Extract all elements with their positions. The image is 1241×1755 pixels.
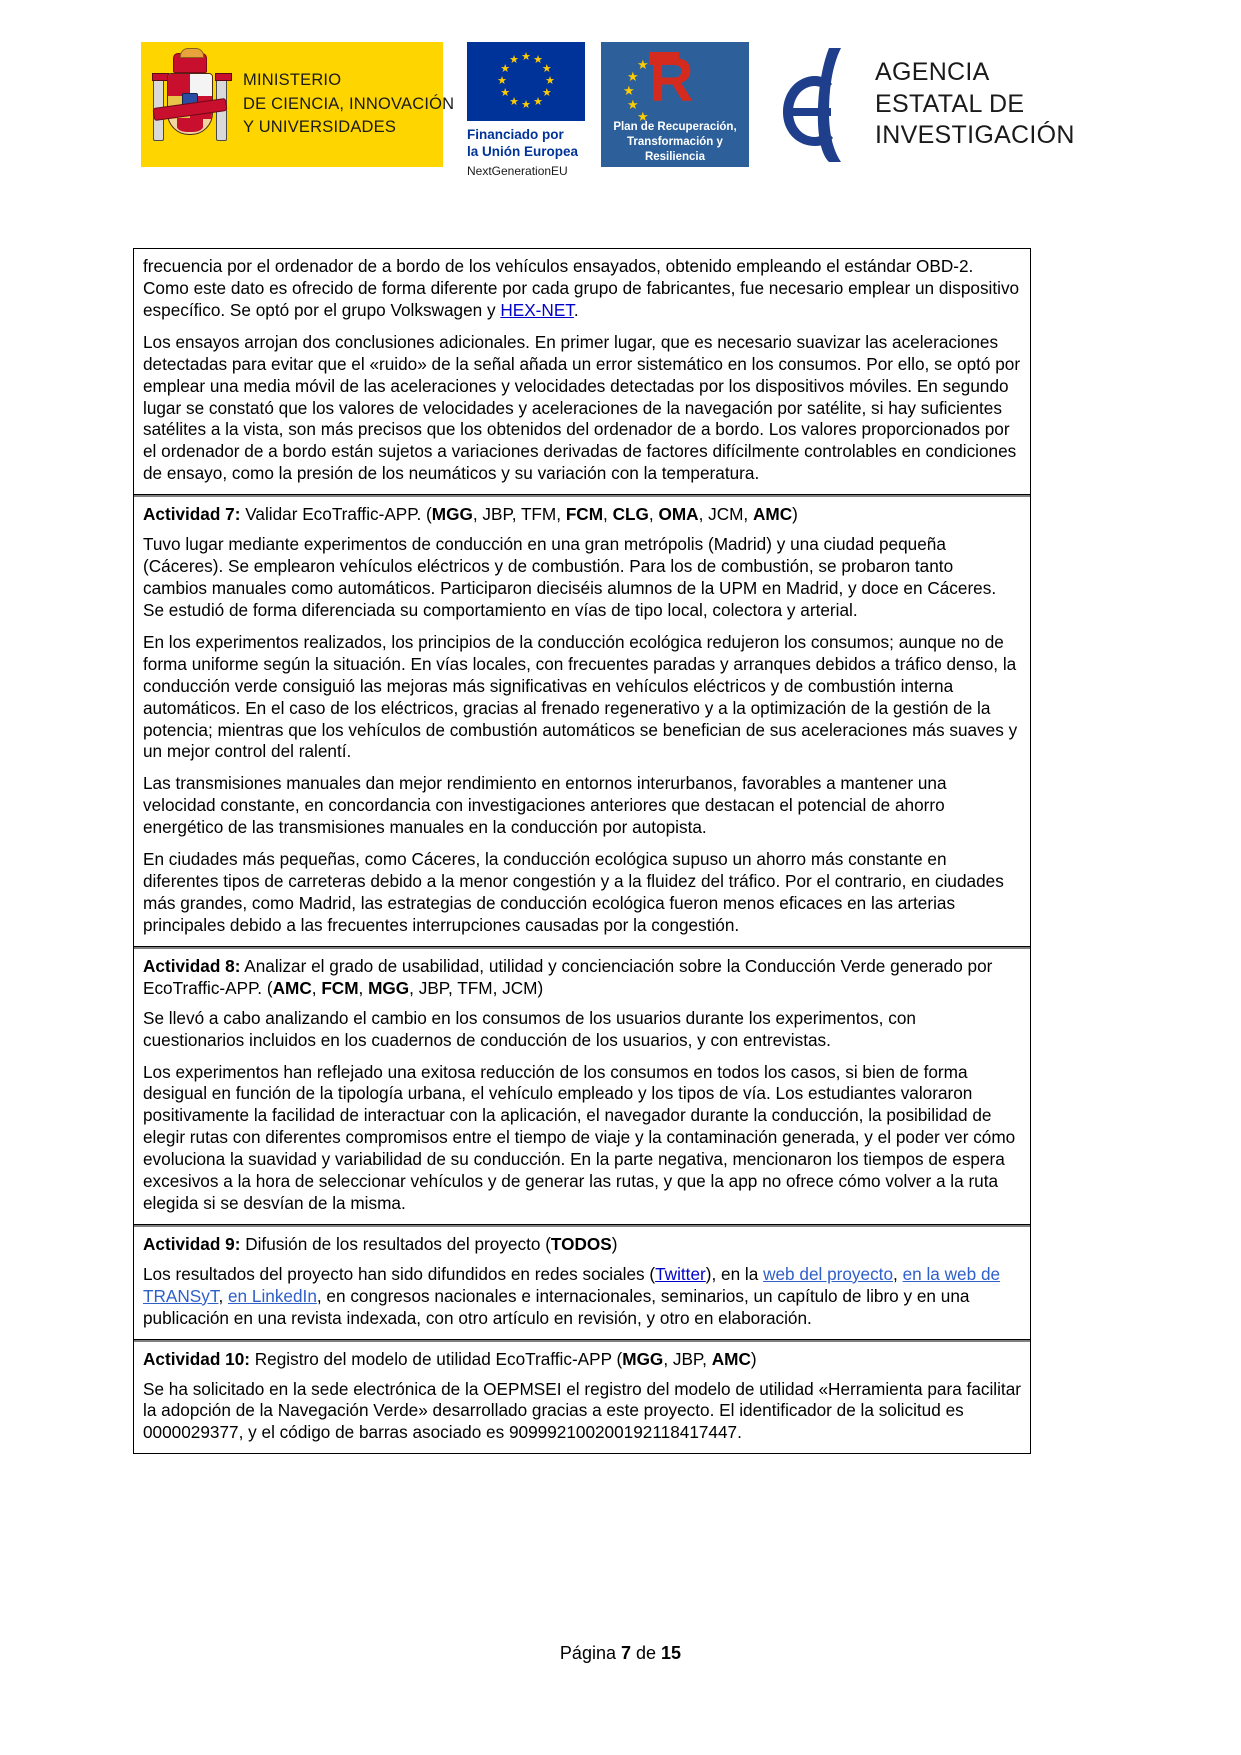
author-separator: , JBP, TFM, xyxy=(472,504,566,525)
plan-recuperacion-logo xyxy=(601,42,749,167)
author-separator: , JBP, xyxy=(663,1348,712,1369)
web-del-proyecto-link[interactable]: web del proyecto xyxy=(763,1263,894,1284)
actividad-8-label: Actividad 8: xyxy=(143,955,241,976)
actividad-10-authors xyxy=(622,1349,751,1369)
footer-total-pages: 15 xyxy=(661,1643,682,1663)
author-separator: , xyxy=(358,977,369,998)
author-initials: AMC xyxy=(711,1348,751,1369)
plan-line-1: Plan de Recuperación, xyxy=(613,121,737,133)
actividad-7-heading xyxy=(143,504,1021,526)
eu-star-icon: ★ xyxy=(533,95,543,108)
continuation-p1-text: frecuencia por el ordenador de a bordo de los vehículos ensayados, obtenido empleando el estándar OBD-2. Como este dato es ofrecido de forma diferente por cada grupo de fabricantes, fue necesario emplear un dispositivo específico. Se optó por el grupo Volkswagen y xyxy=(143,256,1020,320)
eu-star-icon: ★ xyxy=(541,87,552,99)
eu-star-icon: ★ xyxy=(509,54,519,67)
continuation-cell xyxy=(134,249,1030,495)
actividad-10-paragraph-1: Se ha solicitado en la sede electrónica de la OEPMSEI el registro del modelo de utilidad «Herramienta para facilitar la adopción de la Navegación Verde» desarrollado gracias a este proyecto. El identificador de la solicitud es 0000029377, y el código de barras asociado es 909992100200192118417447. xyxy=(143,1378,1021,1443)
eu-star-icon: ★ xyxy=(541,63,552,75)
actividad-10-title-end: ) xyxy=(750,1348,757,1369)
author-initials: FCM xyxy=(565,504,604,525)
actividad-9-label: Actividad 9: xyxy=(143,1233,241,1254)
author-initials: AMC xyxy=(753,504,793,525)
eu-star-icon: ★ xyxy=(521,51,531,63)
footer-middle: de xyxy=(631,1643,662,1663)
actividad-9-title-end: ) xyxy=(611,1233,618,1254)
actividad-9-cell xyxy=(134,1225,1030,1340)
aei-emblem-icon xyxy=(771,46,863,164)
eu-caption xyxy=(467,126,585,161)
continuation-paragraph-1 xyxy=(143,256,1021,322)
actividad-9-authors xyxy=(551,1234,612,1254)
author-initials: FCM xyxy=(321,977,359,998)
actividad-8-paragraph-1: Se llevó a cabo analizando el cambio en los consumos de los usuarios durante los experimentos, con cuestionarios incluidos en los cuadernos de conducción de los usuarios, y con entrevistas. xyxy=(143,1007,916,1050)
plan-recuperacion-emblem-icon: ★ ★ ★ ★ ★ R xyxy=(615,48,735,118)
eu-star-icon: ★ xyxy=(533,54,543,67)
author-separator: , xyxy=(648,504,659,525)
actividad-7-title-end: ) xyxy=(792,504,798,525)
author-initials: MGG xyxy=(368,977,410,998)
actividad-7-paragraph-1: Tuvo lugar mediante experimentos de conducción en una gran metrópolis (Madrid) y una ciudad pequeña (Cáceres). Se emplearon vehículos eléctricos y de combustión. Para los de combustión, se probaron tanto cambios manuales como automáticos. Participaron dieciséis alumnos de la UPM en Madrid, y doce en Cáceres. Se estudió de forma diferenciada su comportamiento en vías de tipo local, colectora y arterial. xyxy=(143,534,997,620)
eu-star-icon: ★ xyxy=(500,87,511,99)
author-initials: TODOS xyxy=(550,1233,612,1254)
plan-star-icon: ★ xyxy=(637,57,649,72)
actividad-7-paragraph-2: En los experimentos realizados, los principios de la conducción ecológica redujeron los consumos; aunque no de forma uniforme según la situación. En vías locales, con frecuentes paradas y arranques debidos a tráfico denso, la conducción verde consiguió las mejoras más significativas en vehículos eléctricos y de combustión interna automáticos. En el caso de los eléctricos, gracias al frenado regenerativo y a la optimización de la gestión de la potencia; mientras que los vehículos de combustión automáticos se benefician de sus aceleraciones más suaves y un mejor control del ralentí. xyxy=(143,631,1018,762)
actividad-7-cell xyxy=(134,495,1030,947)
author-separator: , JBP, TFM, JCM xyxy=(409,977,538,998)
plan-recuperacion-text xyxy=(613,120,736,166)
aei-line-1: AGENCIA xyxy=(875,58,990,87)
actividad-8-cell xyxy=(134,947,1030,1225)
eu-star-icon: ★ xyxy=(545,75,555,87)
plan-star-icon: ★ xyxy=(623,83,635,98)
act9-text-b: ), en la xyxy=(705,1263,764,1284)
actividad-8-authors xyxy=(273,978,538,998)
eu-star-icon: ★ xyxy=(500,63,511,75)
eu-nextgeneration-label: NextGenerationEU xyxy=(467,163,568,178)
plan-star-icon: ★ xyxy=(637,109,649,124)
european-union-logo xyxy=(467,42,585,178)
eu-star-icon: ★ xyxy=(497,75,507,87)
eu-caption-line-2: la Unión Europea xyxy=(467,144,579,160)
actividad-8-heading xyxy=(143,956,1021,1000)
act9-text-e: , en congresos nacionales e internacionales, seminarios, un capítulo de libro y en una publicación en una revista indexada, con otro artículo en revisión, y otro en elaboración. xyxy=(143,1285,970,1328)
eu-caption-line-1: Financiado por xyxy=(467,127,564,142)
author-initials: CLG xyxy=(612,504,649,525)
eu-star-icon: ★ xyxy=(521,99,531,111)
act9-text-a: Los resultados del proyecto han sido difundidos en redes sociales ( xyxy=(143,1263,656,1284)
actividad-10-title: Registro del modelo de utilidad EcoTraffic-APP ( xyxy=(249,1348,623,1369)
aei-line-2: ESTATAL DE xyxy=(875,89,1025,118)
agencia-estatal-investigacion-logo xyxy=(771,42,1075,167)
actividad-7-paragraph-4: En ciudades más pequeñas, como Cáceres, la conducción ecológica supuso un ahorro más constante en diferentes tipos de carreteras debido a la menor congestión y a la fluidez del tráfico. Por el contrario, en ciudades más grandes, como Madrid, las estrategias de conducción ecológica fueron menos eficaces en las arterias principales debido a las frecuentes interrupciones causadas por la congestión. xyxy=(143,849,1004,935)
actividad-7-label: Actividad 7: xyxy=(143,504,241,525)
author-separator: , JCM, xyxy=(698,504,753,525)
plan-star-icon: ★ xyxy=(627,69,639,84)
ministerio-line-1: MINISTERIO xyxy=(243,71,342,90)
ministerio-logo xyxy=(141,42,455,167)
activities-table xyxy=(133,248,1031,1454)
actividad-10-cell xyxy=(134,1340,1030,1454)
web-transyt-link[interactable]: en la web de TRANSyT xyxy=(143,1263,1001,1306)
eu-flag-icon xyxy=(467,42,585,121)
actividad-7-title: Validar EcoTraffic-APP. ( xyxy=(240,504,432,525)
actividad-9-heading xyxy=(143,1234,1021,1256)
author-initials: AMC xyxy=(272,977,312,998)
continuation-p1-end: . xyxy=(573,299,579,320)
actividad-10-label: Actividad 10: xyxy=(143,1348,250,1369)
spanish-coat-of-arms-icon xyxy=(151,51,229,159)
ministerio-line-2: DE CIENCIA, INNOVACIÓN xyxy=(243,94,455,113)
actividad-10-heading xyxy=(143,1349,1021,1371)
eu-star-icon: ★ xyxy=(509,95,519,108)
actividad-9-title: Difusión de los resultados del proyecto ( xyxy=(240,1233,551,1254)
continuation-paragraph-2: Los ensayos arrojan dos conclusiones adicionales. En primer lugar, que es necesario suavizar las aceleraciones detectadas para evitar que el «ruido» de la señal añada un error sistemático en los consumos. Por ello, se optó por emplear una media móvil de las aceleraciones y velocidades detectadas por los dispositivos móviles. En segundo lugar se constató que los valores de velocidades y aceleraciones de la navegación por satélite, si hay suficientes satélites a la vista, son más precisos que los obtenidos del ordenador de a bordo. Los valores proporcionados por el ordenador de a bordo están sujetos a variaciones derivadas de factores difícilmente controlables en condiciones de ensayo, como la presión de los neumáticos y su variación con la temperatura. xyxy=(143,331,1021,484)
actividad-8-title-end: ) xyxy=(537,977,544,998)
page-footer xyxy=(0,1643,1241,1664)
aei-line-3: INVESTIGACIÓN xyxy=(875,121,1075,150)
hex-net-link[interactable]: HEX-NET xyxy=(500,299,574,320)
footer-prefix: Página xyxy=(559,1643,621,1663)
actividad-7-paragraph-3: Las transmisiones manuales dan mejor rendimiento en entornos interurbanos, favorables a mantener una velocidad constante, en concordancia con investigaciones anteriores que destacan el potencial de ahorro energético de las transmisiones manuales en la conducción por autopista. xyxy=(143,773,947,838)
author-initials: MGG xyxy=(622,1348,664,1369)
actividad-9-paragraph-1 xyxy=(143,1264,1021,1330)
author-initials: MGG xyxy=(431,504,473,525)
act9-text-d: , xyxy=(218,1285,228,1306)
institutional-logo-band xyxy=(141,42,1101,177)
act9-text-c: , xyxy=(893,1263,903,1284)
author-separator: , xyxy=(603,504,613,525)
ministerio-line-3: Y UNIVERSIDADES xyxy=(243,118,397,137)
actividad-8-paragraph-2: Los experimentos han reflejado una exitosa reducción de los consumos en todos los casos, si bien de forma desigual en función de la tipología urbana, el vehículo empleado y los tipos de vía. Los estudiantes valoraron positivamente la facilidad de interactuar con la aplicación, el navegador durante la conducción, la posibilidad de elegir rutas con diferentes compromisos entre el tiempo de viaje y la contaminación generada, y el poder ver cómo evoluciona la suavidad y variabilidad de su conducción. En la parte negativa, mencionaron los tiempos de espera excesivos a la hora de seleccionar vehículos y de generar las rutas, y que la app no ofrece cómo volver a la ruta elegida si se desvían de la misma. xyxy=(143,1061,1016,1214)
plan-star-icon: ★ xyxy=(627,97,639,112)
plan-line-2: Transformación y xyxy=(627,136,723,149)
actividad-8-title: Analizar el grado de usabilidad, utilidad y concienciación sobre la Conducción Verde generado por EcoTraffic-APP. ( xyxy=(143,955,993,998)
aei-logo-text xyxy=(875,57,1075,152)
plan-line-3: Resiliencia xyxy=(644,151,706,164)
author-separator: , xyxy=(311,977,322,998)
author-initials: OMA xyxy=(658,504,699,525)
linkedin-link[interactable]: en LinkedIn xyxy=(228,1285,317,1306)
footer-page-number: 7 xyxy=(620,1643,631,1663)
actividad-7-authors xyxy=(432,504,792,524)
twitter-link[interactable]: Twitter xyxy=(655,1263,706,1284)
ministerio-logo-text xyxy=(243,69,454,139)
